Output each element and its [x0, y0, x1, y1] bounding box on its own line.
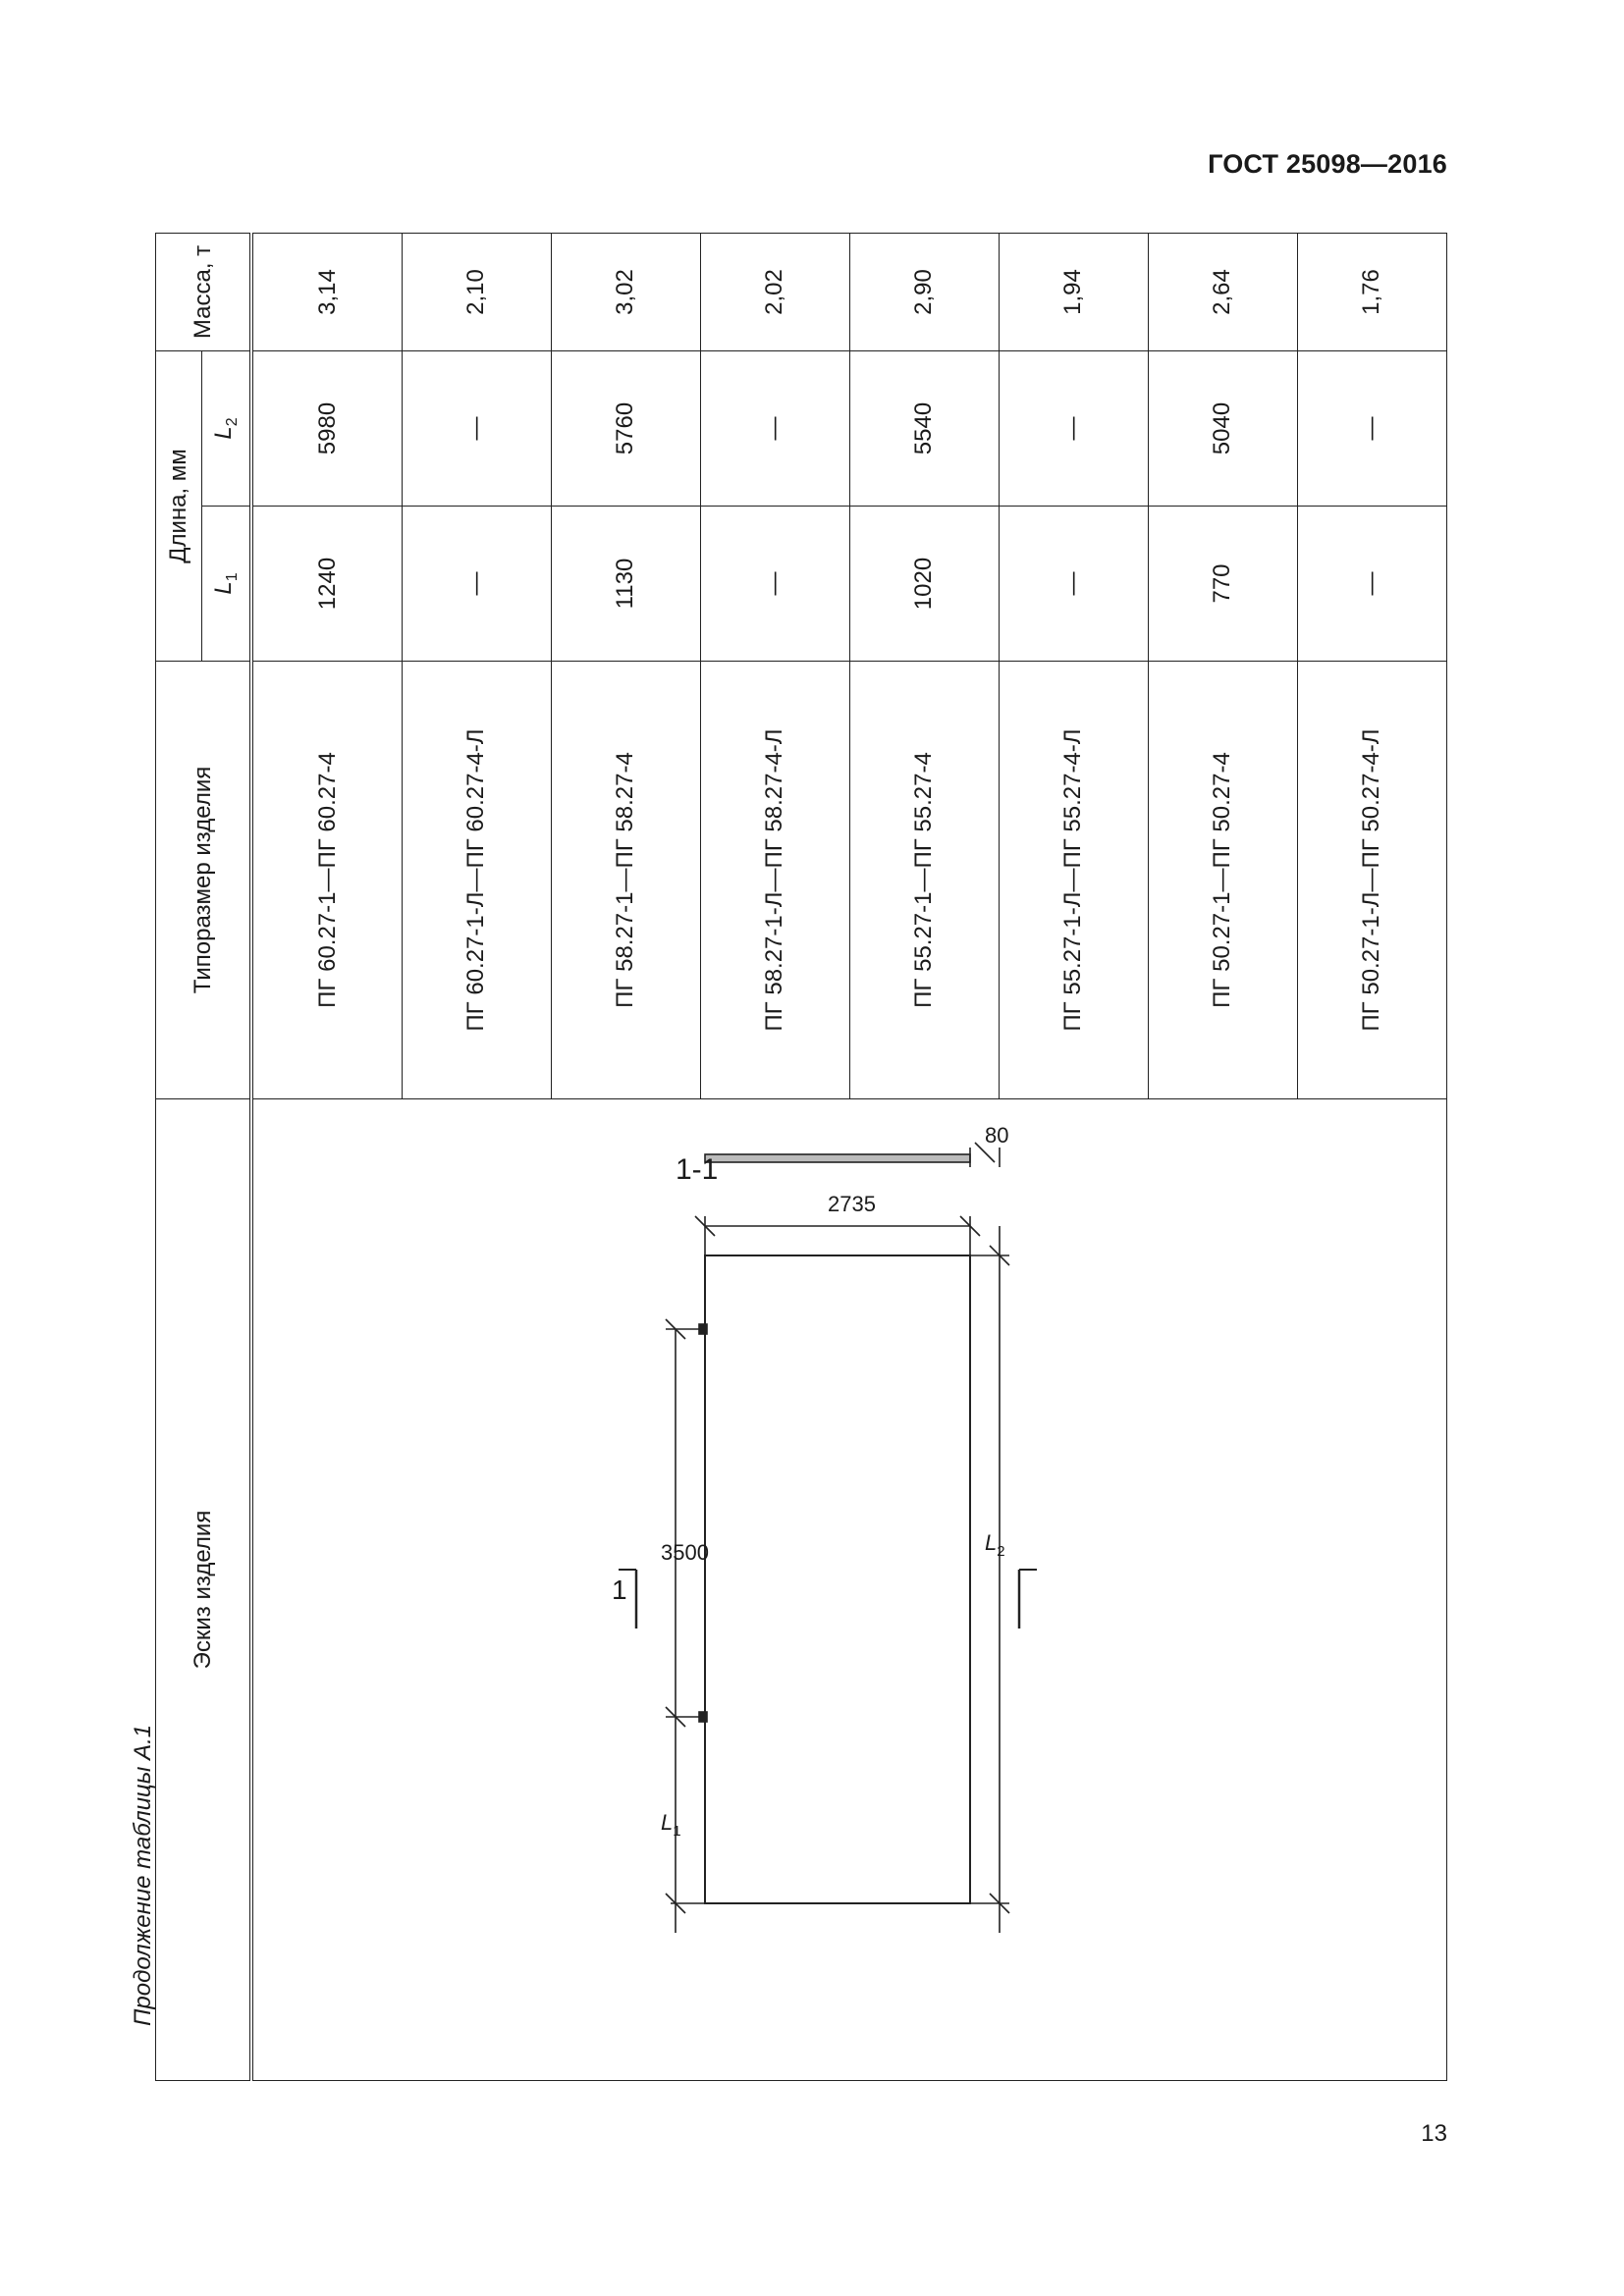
mass-cell: 3,02 — [551, 233, 700, 350]
type-cell: ПГ 60.27-1—ПГ 60.27-4 — [251, 662, 403, 1099]
mass-cell: 1,94 — [999, 233, 1148, 350]
lifting-loop — [699, 1324, 707, 1334]
table-row — [251, 233, 403, 2080]
page-number: 13 — [1421, 2120, 1447, 2147]
dim-text-l2: $L_2$ — [985, 1530, 1005, 1560]
section-label: 1-1 — [676, 1153, 719, 1186]
l2-cell: — — [700, 350, 849, 506]
type-cell: ПГ 55.27-1-Л—ПГ 55.27-4-Л — [999, 662, 1148, 1099]
l1-cell: 1130 — [551, 507, 700, 662]
l1-cell: 1240 — [251, 507, 403, 662]
mass-cell: 2,10 — [403, 233, 552, 350]
dim-text-2735: 2735 — [828, 1192, 876, 1216]
l2-cell: — — [1297, 350, 1446, 506]
col-header-l2: $L_2$ — [202, 350, 252, 506]
type-cell: ПГ 55.27-1—ПГ 55.27-4 — [849, 662, 999, 1099]
dim-text-l1-subscript: 1 — [673, 1823, 681, 1840]
dim-text-l1: $L_1$ — [661, 1810, 681, 1840]
panel-sketch-drawing — [253, 1099, 1447, 2081]
spec-table — [155, 233, 1447, 2081]
col-header-length: Длина, мм — [156, 350, 202, 661]
col-header-mass: Масса, т — [156, 233, 252, 350]
section-profile — [705, 1154, 970, 1162]
dim-text-80: 80 — [985, 1123, 1009, 1148]
l2-cell: 5540 — [849, 350, 999, 506]
l1-cell: — — [403, 507, 552, 662]
lifting-loop — [699, 1712, 707, 1722]
l1-cell: 1020 — [849, 507, 999, 662]
dim-text-l2-subscript: 2 — [997, 1543, 1005, 1560]
mass-cell: 1,76 — [1297, 233, 1446, 350]
mass-cell: 2,02 — [700, 233, 849, 350]
l1-cell: — — [700, 507, 849, 662]
col-header-sketch: Эскиз изделия — [156, 1099, 252, 2081]
col-header-l1: $L_1$ — [202, 507, 252, 662]
l1-cell: — — [999, 507, 1148, 662]
mass-cell: 2,90 — [849, 233, 999, 350]
rotated-table-wrapper — [155, 234, 1447, 2081]
panel-outline — [705, 1255, 970, 1903]
mass-cell: 3,14 — [251, 233, 403, 350]
type-cell: ПГ 50.27-1—ПГ 50.27-4 — [1148, 662, 1297, 1099]
type-cell: ПГ 50.27-1-Л—ПГ 50.27-4-Л — [1297, 662, 1446, 1099]
l2-cell: 5980 — [251, 350, 403, 506]
l2-cell: — — [999, 350, 1148, 506]
mass-cell: 2,64 — [1148, 233, 1297, 350]
type-cell: ПГ 58.27-1—ПГ 58.27-4 — [551, 662, 700, 1099]
col-header-type: Типоразмер изделия — [156, 662, 252, 1099]
l1-cell: — — [1297, 507, 1446, 662]
cut-mark-label: 1 — [612, 1575, 627, 1605]
standard-code: ГОСТ 25098—2016 — [1208, 149, 1447, 179]
l2-cell: 5040 — [1148, 350, 1297, 506]
l2-cell: 5760 — [551, 350, 700, 506]
product-sketch-cell — [251, 1099, 1447, 2081]
l1-cell: 770 — [1148, 507, 1297, 662]
dim-text-3500: 3500 — [661, 1540, 709, 1565]
type-cell: ПГ 58.27-1-Л—ПГ 58.27-4-Л — [700, 662, 849, 1099]
l2-cell: — — [403, 350, 552, 506]
table-continuation-caption: Продолжение таблицы А.1 — [130, 1724, 156, 2026]
type-cell: ПГ 60.27-1-Л—ПГ 60.27-4-Л — [403, 662, 552, 1099]
